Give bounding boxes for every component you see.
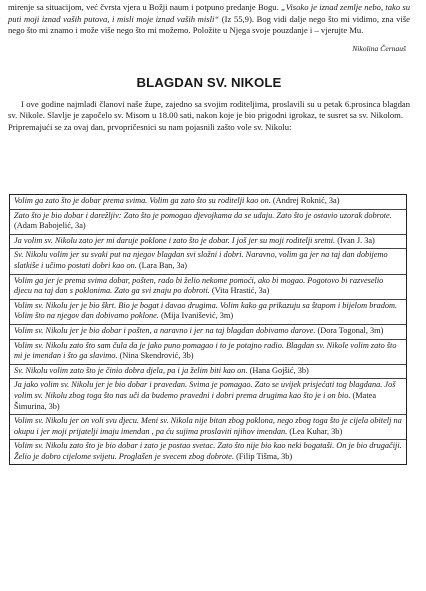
bible-quote-ref: (Iz 55,9). Bog vidi dalje nego što mi vidimo, zna više nego što mi znamo i može više nego što mi možemo. Položite u Njega svoje pouzdanje i – vjerujte Mu. bbox=[8, 13, 410, 36]
quote-author: (Nina Skendrović, 3b) bbox=[119, 351, 194, 361]
quote-text: Sv. Nikolu volim jer su svaki put na njegov blagdan svi složni i dobri. Naravno, volim ga jer na taj dan dobijemo slatkiše i učimo postati dobri kao on. bbox=[14, 250, 388, 270]
quote-text: Volim sv. Nikolu jer on voli svu djecu. Meni sv. Nikola nije bitan zbog poklona, nego zbog toga što je cijela obitelj na okupu i jer moji prijatelji imaju imendan , pa ću sujima proslaviti njihov imendan. bbox=[14, 416, 402, 436]
quote-author: (Mija Ivanišević, 3m) bbox=[161, 311, 234, 321]
quote-author: (Lea Kuhar, 3b) bbox=[289, 426, 343, 436]
quote-row bbox=[10, 300, 406, 325]
quote-text: Ja volim sv. Nikolu zato jer mi daruje poklone i zato što je dobar. I još jer su moji roditelji sretni. bbox=[14, 235, 336, 245]
quote-row bbox=[10, 325, 406, 340]
quote-author: (Ivan J. 3a) bbox=[337, 235, 375, 245]
quote-text: Volim sv. Nikolu zato što sam čula da je jako puno pomagao i to je potajno radio. Blagdan sv. Nikole volim zato što mi je imendan i što ga slavimo. bbox=[14, 340, 397, 361]
quote-author: (Filip Tišma, 3b) bbox=[236, 451, 293, 461]
quote-text: Volim ga jer je prema svima dobar, pošten, rado bi želio nekome pomoći, ako bi mogao. Pogotovo bi razveselio djecu na taj dan s poklonima. Zato ga svi znaju po dobroti. bbox=[14, 275, 384, 296]
quote-author: (Vita Hrastić, 3a) bbox=[211, 286, 270, 296]
quote-row bbox=[10, 365, 406, 380]
quotes-table bbox=[9, 194, 407, 465]
quote-row bbox=[10, 379, 406, 415]
quote-text: Volim sv. Nikolu jer je bio dobar i pošten, a naravno i jer na taj blagdan dobivamo darove. bbox=[14, 325, 316, 335]
quote-author: (Adam Babojelić, 3a) bbox=[14, 221, 86, 231]
quote-row bbox=[10, 440, 406, 464]
quote-author: (Andrej Roknić, 3a) bbox=[272, 196, 340, 205]
quote-row bbox=[10, 210, 406, 235]
quote-row bbox=[10, 195, 406, 210]
prev-article-text bbox=[8, 2, 410, 37]
article-intro: I ove godine najmlađi članovi naše župe, zajedno sa svojim roditeljima, proslavili su u petak 6.prosinca blagdan sv. Nikole. Slavlje je započelo sv. Misom u 18.00 sati, nakon koje je bio prigodni igrokaz, te susret sa sv. Nikolom. bbox=[8, 98, 410, 121]
quote-text: Sv. Nikolu volim zato što je činio dobra djela, pa i ja želim biti kao on. bbox=[14, 365, 248, 375]
article-lead: Pripremajući se za ovaj dan, prvopričesnici su nam pojasnili zašto vole sv. Nikolu: bbox=[8, 121, 292, 132]
quote-author: (Hana Gojšić, 3b) bbox=[249, 365, 309, 375]
quote-row bbox=[10, 340, 406, 365]
quote-row bbox=[10, 235, 406, 250]
bible-quote: „Visoko je iznad zemlje nebo, tako su puti moji iznad vaših putova, i misli moje iznad vaših misli“ bbox=[8, 2, 410, 24]
quote-text: Ja jako volim sv. Nikolu jer je bio dobar i pravedan. Svima je pomagao. Zato se uvijek prisjećati tog blagdana. Još volim sv. Nikolu zbog toga što nas uči da budemo pravedni i dobri prema drugima kao što je i on bio. bbox=[14, 380, 396, 400]
quote-author: (Dora Togonal, 3m) bbox=[317, 325, 384, 335]
quote-row bbox=[10, 249, 406, 274]
quote-text: Volim ga zato što je dobar prema svima. Volim ga zato što su roditelji kao on. bbox=[14, 196, 271, 205]
quote-row bbox=[10, 275, 406, 300]
quote-text: Volim sv. Nikolu zato što je bio dobar i zato je postao svetac. Zato što nije bio kao neki bogataši. On je bio drugačiji. Želio je dobro cijelome svijetu. Proglašen je svecem zbog dobrote. bbox=[14, 441, 402, 461]
quote-row bbox=[10, 415, 406, 440]
quote-author: (Matea Šimurina, 3b) bbox=[14, 390, 377, 411]
quote-text: Zato što je bio dobar i darežljiv: Zato što je pomogao djevojkama da se udaju. Zato što je ostavio uzorak dobrote. bbox=[14, 210, 392, 220]
prev-article-line: mirenje sa situacijom, već čvrsta vjera u Božji naum i potpuno predanje Bogu. bbox=[8, 2, 279, 12]
article-title: BLAGDAN SV. NIKOLE bbox=[136, 74, 282, 90]
document-page bbox=[8, 2, 410, 134]
quote-author: (Lara Ban, 3a) bbox=[138, 260, 188, 270]
author-signature: Nikolina Černauš bbox=[352, 43, 406, 53]
quote-text: Volim sv. Nikolu jer je bio škrt. Bio je bogat i davao drugima. Volim kako ga prikazuju sa štapom i bijelom bradom. Volim što na njegov dan dobivamo poklone. bbox=[14, 300, 398, 321]
